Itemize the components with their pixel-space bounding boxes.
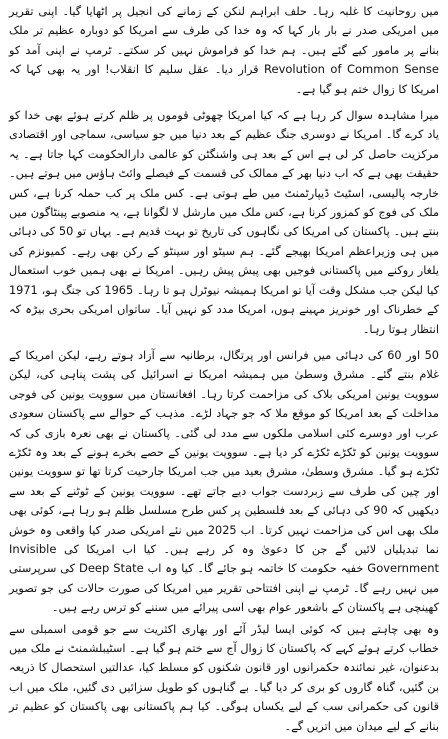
english-term: Invisible Government — [9, 541, 440, 576]
english-term: Revolution of Common Sense — [264, 62, 439, 77]
article-paragraph-2: میرا مشاہدہ سوال کر رہا ہے کہ کیا امریکا چھوٹی قوموں پر ظلم کرتے ہوئے بھی خدا کو یاد کرے گا۔ امریکا نے دوسری جنگ عظیم کے بعد دنیا میں جو سیاسی، سماجی اور اقتصادی مرکزیت حاصل کر لی ہے اس کے بعد ہی واشنگٹن کو عالمی دارالحکومت کہا جاتا ہے۔ یہ حقیقت بھی ہے کہ اب دنیا بھر کے ممالک کی قسمت کے فیصلے وائٹ ہاؤس میں ہوتے ہیں۔ خارجہ پالیسی، اسٹیٹ ڈیپارٹمنٹ میں طے ہوتی ہے۔ کس ملک پر کب حملہ کرنا ہے، کس ملک کی فوج کو کمزور کرنا ہے، کس ملک میں مارشل لا لگوانا ہے، یہ منصوبے پینٹاگون میں بنتے ہیں۔ پاکستان کی امریکا کی نگاہوں کی تاریخ تو بہت قدیم ہے۔ یہاں تو 50 کی دہائی میں ہی وزیراعظم امریکا بھیجے گئے۔ ہم سیٹو اور سینٹو کے رکن بھی رہے۔ کمیونزم کی یلغار روکنے میں پاکستانی فوجیں بھی پیش پیش رہیں۔ امریکا نے بھی ہمیں خوب استعمال کیا لیکن جب مشکل وقت آیا تو امریکا ہمیشہ نیوٹرل ہو تا رہا۔ 1965 کی جنگ ہو، 1971 کے خطرناک اور خونریز مہینے ہوں، امریکا مدد کو نہیں آیا۔ ساتواں امریکی بحری بیڑہ کہ انتظار ہوتا رہا۔ — [9, 109, 440, 336]
article-paragraph-4: وہ بھی چاہتے ہیں کہ کوئی ایسا لیڈر آئے اور بھاری اکثریت سے جو قومی اسمبلی سے خطاب کرتے ہوئے کہے کہ پاکستان کا زوال آج سے ختم ہو گیا ہے۔ اسٹیبلشمنٹ نے ملک میں بدعنوان، غیر نمائندہ حکمرانوں اور قانون شکنوں کو مسلط کیا، عدالتیں استحصال کا ذریعہ بن گئیں، گناہ گاروں کو بری کر دیا گیا۔ بے گناہوں کو طویل سزائیں دی گئیں، ملک میں اب قانون کی حکمرانی سب کے لیے یکساں ہوگی۔ کیا ہم پاکستانی بھی پاکستان کو عظیم تر بنانے کے لیے میدان میں اتریں گے۔ — [9, 622, 439, 733]
article-paragraph-3: 50 اور 60 کی دہائی میں فرانس اور پرتگال، برطانیہ سے آزاد ہوتے رہے، لیکن امریکا کے غلام بنتے گئے۔ مشرق وسطیٰ میں ہمیشہ امریکا نے اسرائیل کی پشت پناہی کی، لیکن سوویت یونین امریکی بلاک کی مزاحمت کرتا رہا۔ افغانستان میں سوویت یونین کی فوجی مداخلت کے بعد امریکا کو موقع ملا کہ جو جہاد لڑے۔ مذہب کے حوالے سے پاکستان سعودی عرب اور دوسرے کئی اسلامی ملکوں سے مدد لی گئی۔ پاکستان نے بھی نعرہ بازی کی کہ سوویت یونین کو ٹکڑے ٹکڑے کر دیا ہے۔ سوویت یونین کے حصے بخرے ہونے کے بعد وہ ٹکڑے ٹکڑے ہو گیا۔ مشرق وسطیٰ، مشرق بعید میں جب امریکا جارحیت کرتا تھا تو سوویت یونین اور چین کی طرف سے زبردست جواب دیے جاتے تھے۔ سوویت یونین کے ٹوٹنے کے بعد سے دیکھیں کہ 90 کی دہائی کے بعد فلسطین پر کس طرح مسلسل ظلم ہو رہا ہے، کوئی بھی ملک بھی اس کی مزاحمت نہیں کرتا۔ اب 2025 میں نئے امریکی صدر کیا واقعی وہ خوش نما تبدیلیاں لائیں گے جن کا دعویٰ وہ کر رہے ہیں۔ کیا اب امریکا کی Invisible Government خفیہ حکومت کا خاتمہ ہو جائے گا۔ کیا وہ اب Deep State کی سرپرستی میں نہیں رہے گا۔ ٹرمپ نے اپنی افتتاحی تقریر میں امریکا کی صورت حالات کی جو تصویر کھینچی ہے پاکستان کے باشعور عوام بھی اسی پیرائے میں سننے کو ترس رہے ہیں۔ — [9, 348, 440, 615]
english-term: Deep State — [78, 561, 144, 576]
article-paragraph-1: میں روحانیت کا غلبہ رہا۔ حلف ابراہم لنکن کے زمانے کی انجیل پر اٹھایا گیا۔ اپنی تقریر میں امریکی صدر نے بار بار کہا کہ وہ خدا کی طرف سے امریکا کو دوبارہ عظیم تر ملک بنانے پر مامور کیے گئے ہیں۔ ہم خدا کو فراموش نہیں کر سکتے۔ ٹرمپ نے اپنی آمد کو Revolution of Common Sense قرار دیا۔ عقل سلیم کا انقلاب! اور یہ بھی کہا کہ امریکا کا زوال ختم ہو گیا ہے۔ — [9, 5, 439, 96]
